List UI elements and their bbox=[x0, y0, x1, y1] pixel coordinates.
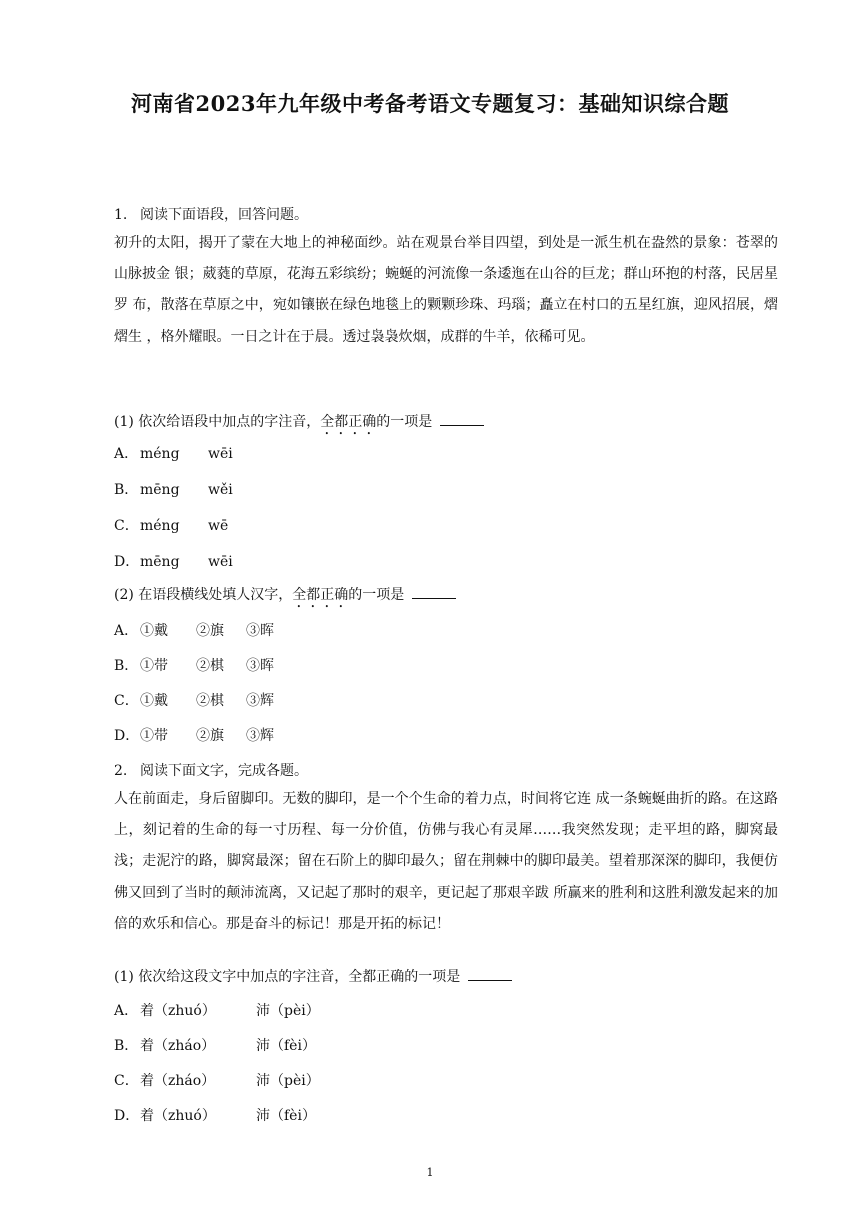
question-1-passage: 初升的太阳，揭开了蒙在大地上的神秘面纱。站在观景台举目四望，到处是一派生机在盎然的景象：苍翠的山脉披金 银；葳蕤的草原，花海五彩缤纷；蜿蜒的河流像一条逶迤在山谷的巨龙；群山环抱的村落，民居星罗 布，散落在草原之中，宛如镶嵌在绿色地毯上的颗颗珍珠、玛瑙；矗立在村口的五星红旗，迎风招展，熠熠生 ，格外耀眼。一日之计在于晨。透过袅袅炊烟，成群的牛羊，依稀可见。 bbox=[114, 235, 778, 345]
option-row: C．①戴 ②棋 ③辉 bbox=[114, 693, 274, 709]
stem-text-end: 的一项是 bbox=[376, 414, 433, 430]
option-row: D．①带 ②旗 ③辉 bbox=[114, 728, 274, 744]
stem-text-end: 的一项是 bbox=[348, 587, 405, 603]
option-row: D．着（zhuó） 沛（fèi） bbox=[114, 1108, 316, 1124]
option-row: A． ①戴 ②旗 ③晖 bbox=[114, 623, 274, 639]
stem-text: 依次给语段中加点的字注音， bbox=[138, 414, 321, 430]
q2-sub1-stem bbox=[114, 966, 512, 986]
question-prompt: 阅读下面文字，完成各题。 bbox=[140, 763, 308, 779]
document-title: 河南省2023年九年级中考备考语文专题复习：基础知识综合题 bbox=[131, 91, 729, 116]
option-row: B． ①带 ②棋 ③晖 bbox=[114, 658, 274, 674]
question-number: 1. bbox=[114, 207, 128, 223]
sub-label: (1) bbox=[114, 414, 134, 430]
answer-blank bbox=[468, 968, 512, 981]
option-row: A． 着（zhuó） 沛（pèi） bbox=[114, 1003, 320, 1019]
sub-label: (2) bbox=[114, 587, 134, 603]
stem-emphasis: 全都正确 bbox=[292, 587, 349, 603]
answer-blank bbox=[440, 413, 484, 426]
option-row: C．着（zháo） 沛（pèi） bbox=[114, 1073, 320, 1089]
question-prompt: 阅读下面语段，回答问题。 bbox=[140, 207, 308, 223]
answer-blank bbox=[412, 586, 456, 599]
sub-label: (1) bbox=[114, 969, 134, 985]
option-row: C．méng wē bbox=[114, 518, 229, 534]
option-row: B． mēng wěi bbox=[114, 482, 233, 498]
q1-sub1-stem bbox=[114, 411, 484, 438]
question-1-header bbox=[114, 204, 308, 224]
question-2-passage: 人在前面走，身后留脚印。无数的脚印，是一个个生命的着力点，时间将它连 成一条蜿蜒曲折的路。在这路上，刻记着的生命的每一寸历程、每一分价值，仿佛与我心有灵犀……我突然发现；走平坦的路，脚窝最浅；走泥泞的路，脚窝最深；留在石阶上的脚印最久；留在荆棘中的脚印最美。望着那深深的脚印，我便仿佛又回到了当时的颠沛流离，又记起了那时的艰辛，更记起了那艰辛跋 所赢来的胜利和这胜利激发起来的加倍的欢乐和信心。那是奋斗的标记！那是开拓的标记！ bbox=[114, 791, 778, 932]
option-row: A． méng wēi bbox=[114, 446, 233, 462]
option-row: B． 着（zháo） 沛（fèi） bbox=[114, 1038, 316, 1054]
question-number: 2. bbox=[114, 763, 128, 779]
question-2-header bbox=[114, 760, 308, 780]
option-row: D．mēng wēi bbox=[114, 554, 233, 570]
stem-text: 依次给这段文字中加点的字注音，全都正确的一项是 bbox=[138, 969, 461, 985]
page-number: 1 bbox=[426, 1166, 434, 1179]
q1-sub2-stem bbox=[114, 584, 456, 611]
stem-emphasis: 全都正确 bbox=[320, 414, 377, 430]
stem-text: 在语段横线处填人汉字， bbox=[138, 587, 293, 603]
